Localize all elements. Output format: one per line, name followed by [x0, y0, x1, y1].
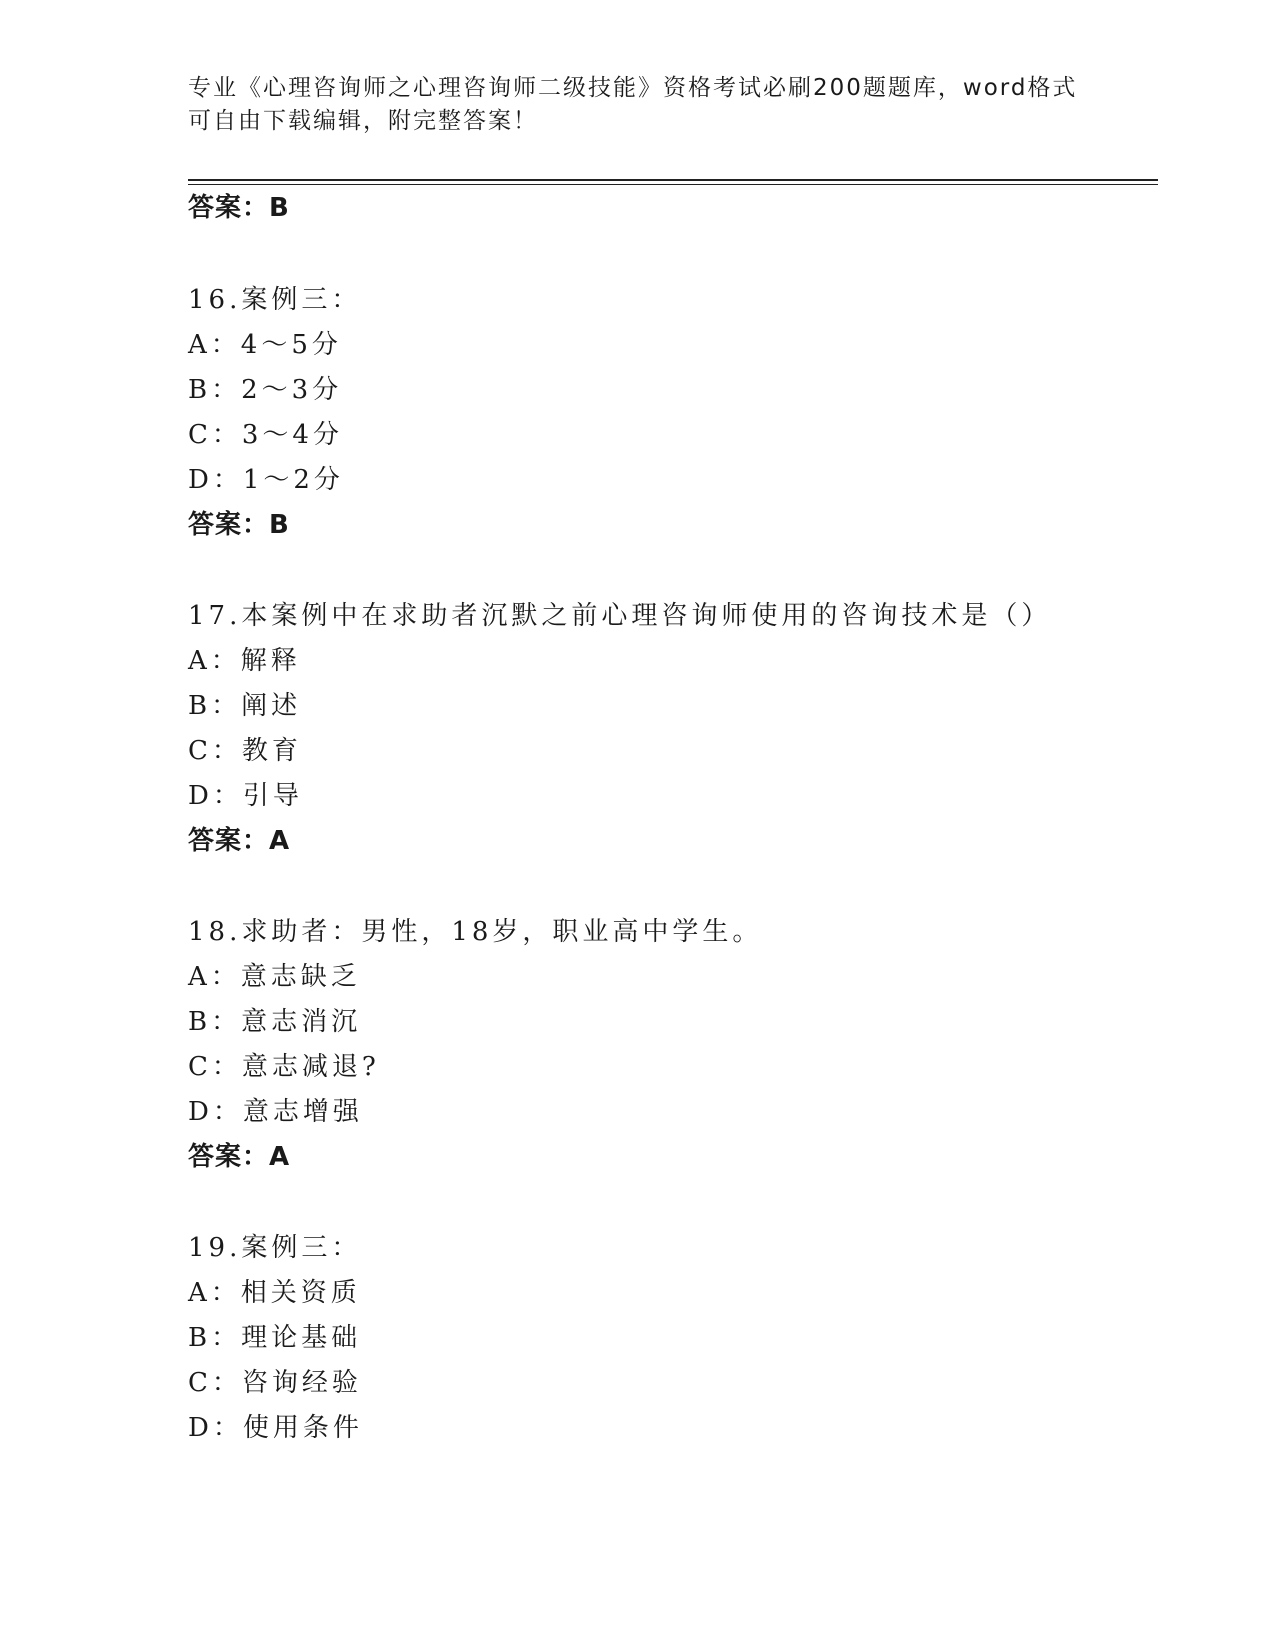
question-16-option-d: D：1～2分 — [188, 465, 344, 495]
question-16-option-b: B：2～3分 — [188, 375, 343, 405]
question-17-answer: 答案：A — [188, 826, 291, 856]
question-17-option-d: D：引导 — [188, 781, 303, 811]
question-19-option-c: C：咨询经验 — [188, 1368, 362, 1398]
question-19-stem: 19.案例三： — [188, 1233, 362, 1263]
question-16-answer: 答案：B — [188, 510, 290, 540]
question-17-option-a: A：解释 — [188, 646, 301, 676]
question-18-answer: 答案：A — [188, 1142, 291, 1172]
question-18-option-c: C：意志减退? — [188, 1052, 380, 1082]
question-19-option-b: B：理论基础 — [188, 1323, 362, 1353]
header-line-2: 可自由下载编辑，附完整答案！ — [188, 108, 538, 134]
header-divider-thick — [188, 179, 1158, 181]
document-header — [188, 72, 1088, 138]
question-19-option-d: D：使用条件 — [188, 1413, 363, 1443]
question-18-option-b: B：意志消沉 — [188, 1007, 362, 1037]
question-18-stem: 18.求助者：男性，18岁，职业高中学生。 — [188, 917, 763, 947]
question-19-option-a: A：相关资质 — [188, 1278, 361, 1308]
question-17-stem: 17.本案例中在求助者沉默之前心理咨询师使用的咨询技术是（） — [188, 601, 1052, 631]
header-line-1: 专业《心理咨询师之心理咨询师二级技能》资格考试必刷200题题库，word格式 — [188, 75, 1078, 101]
question-17-option-b: B：阐述 — [188, 691, 302, 721]
question-16-option-c: C：3～4分 — [188, 420, 343, 450]
question-18-option-d: D：意志增强 — [188, 1097, 363, 1127]
question-17-option-c: C：教育 — [188, 736, 302, 766]
previous-answer: 答案：B — [188, 193, 290, 223]
question-18-option-a: A：意志缺乏 — [188, 962, 361, 992]
question-16-option-a: A：4～5分 — [188, 330, 342, 360]
question-16-stem: 16.案例三： — [188, 285, 362, 315]
header-divider-thin — [188, 184, 1158, 185]
